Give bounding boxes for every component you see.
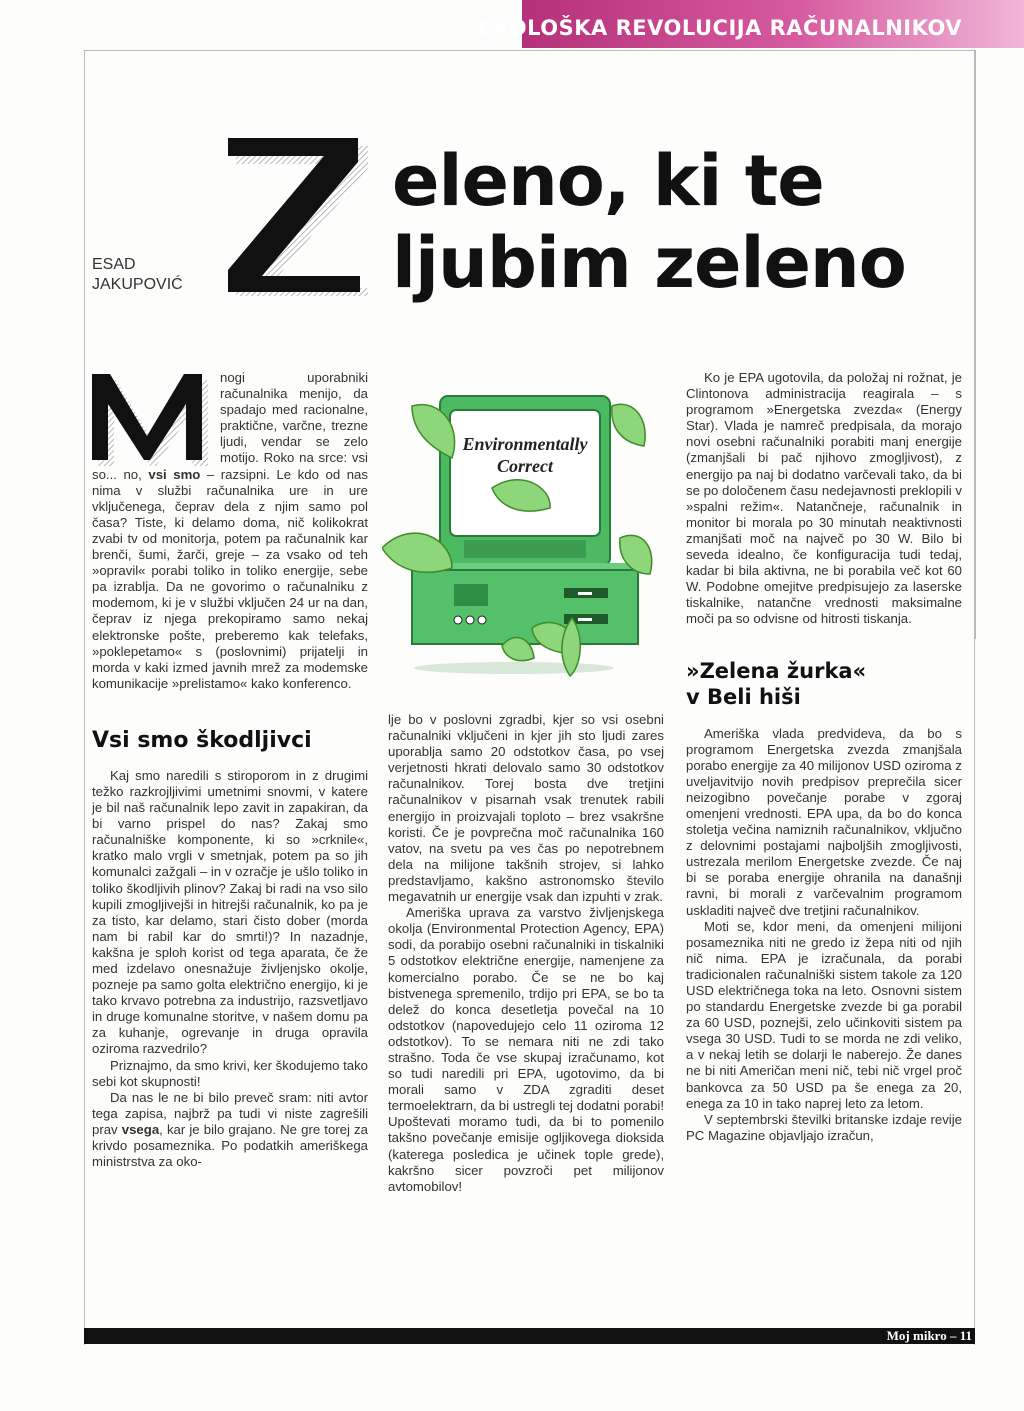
- paragraph: Priznajmo, da smo krivi, ker škodujemo tako sebi kot skupnosti!: [92, 1057, 368, 1089]
- paragraph: Moti se, kdor meni, da omenjeni milijoni posameznika niti ne gredo iz žepa niti od njih nič nima. EPA je izračunala, da porabi tradicionalen računalniški sistem takole za 120 USD električnega toka na leto. Osnovni sistem po standardu Energetske zvezde bi ga porabil za 60 USD, poznejši, zelo učinkoviti sistem pa vsega 30 USD. Tudi to se morda ne zdi veliko, a v nekaj letih se dolarji le naberejo. Že danes ne bi niti Američan meni nič, tebi nič vrgel proč bankovca za 50 USD pa še enega za 20, enega za 10 in tako naprej leto za letom.: [686, 918, 962, 1111]
- paragraph: [92, 1090, 368, 1170]
- column-3: [686, 370, 962, 1144]
- frame-line-right: [974, 50, 975, 1345]
- column-1: [92, 370, 368, 1170]
- paragraph-bold: vsega: [121, 1121, 160, 1137]
- author-last-name: JAKUPOVIĆ: [92, 276, 183, 293]
- paragraph: Ameriška vlada predvideva, da bo s programom Energetska zvezda zmanjšala porabo energije za 40 milijonov USD oziroma z uveljavitvijo novih predpisov preprečila sicer neizogibno povečanje porabe v zgoraj omenjeni vrednosti. EPA upa, da bo do konca stoletja večina namiznih računalnikov, vključno z delovnimi postajami najboljših zmogljivosti, ustrezala merilom Energetske zvezde. Če naj bi se poraba energije ohranila na današnji ravni, bi morali z varčevalnim programom uskladiti največ dve tretjini računalnikov.: [686, 725, 962, 918]
- subheading-line-1: »Zelena žurka«: [686, 658, 867, 683]
- paragraph: V septembrski številki britanske izdaje revije PC Magazine objavljajo izračun,: [686, 1111, 962, 1143]
- illustration-label-2: Correct: [497, 456, 553, 476]
- subheading-vsi-smo: Vsi smo škodljivci: [92, 727, 312, 753]
- lead-paragraph: [92, 370, 368, 692]
- title-line-2: ljubim zeleno: [392, 222, 906, 304]
- lead-bold: vsi smo: [148, 466, 201, 482]
- lead-text-b: – razsipni. Le kdo od nas nima v službi računalnika ure in ure vključenega, čeprav dela z njim samo pol časa? Tiste, ki delamo doma, nič kolikokrat zvabi tv od monitorja, potem pa računalnik kar brenči, šumi, žarči, greje – za vsako od teh »opravil« porabi toliko in toliko energije, sebe pa izrablja. Da ne govorimo o računalniku z modemom, ki je v službi vključen 24 ur na dan, čeprav iz njega prekopiramo samo nekaj elektronske pošte, preberemo kak telefaks, »poklepetamo« s (poslovnimi) prijatelji in morda v kaki izmed javnih mrež za modemske komunikacije »prelistamo« kako konferenco.: [92, 466, 368, 691]
- paragraph: lje bo v poslovni zgradbi, kjer so vsi osebni računalniki vključeni in kjer jih sto ljudi zares uporablja samo 20 odstotkov časa, po vsej verjetnosti hkrati delovalo samo 30 odstotkov računalnikov. Torej bosta dve tretjini računalnikov v pisarnah vsak trenutek rabili energijo in proizvajali toploto – brez vsakršne koristi. Če je povprečna moč računalnika 160 vatov, na svetu pa ves čas po nepotrebnem dela na milijone takšnih strojev, si lahko predstavljamo, kakšno astronomsko število megavatnih ur energije vsak dan izpuhti v zrak.: [388, 712, 664, 905]
- title-initial-z: [228, 138, 368, 296]
- page-footer: Moj mikro – 11: [886, 1328, 972, 1343]
- column-2: [388, 712, 664, 1195]
- paragraph-text-a: Da nas le ne bi bilo preveč sram: niti avtor tega zapisa, najbrž pa tudi vi niste zagrešili prav: [92, 1089, 368, 1137]
- paragraph: Ameriška uprava za varstvo življenjskega okolja (Environmental Protection Agency, EPA) sodi, da porabijo osebni računalniki in tiskalniki 5 odstotkov električne energije, namenjene za komercialno porabo. Če se ne bo kaj bistvenega spremenilo, trdijo pri EPA, se bo ta delež do konca desetletja povečal na 10 odstotkov (napovedujejo celo 11 oziroma 12 odstotkov). To se nemara niti ne zdi tako strašno. Toda če vse skupaj izračunamo, kot so tudi naredili pri EPA, ugotovimo, da bi morali samo v ZDA zgraditi deset termoelektrarn, da bi ustregli tej dodatni porabi! Upoštevati moramo tudi, da bi to pomenilo takšno povečanje emisije ogljikovega dioksida (katerega posledica je učinek tople grede), kakršno sicer povzroči pet milijonov avtomobilov!: [388, 905, 664, 1194]
- author-byline: [92, 255, 183, 295]
- paragraph-text-b: , kar je bilo grajano. Ne gre torej za krivdo posameznika. Po podatkih ameriškega ministrstva za oko-: [92, 1121, 368, 1170]
- dropcap-text: M: [92, 370, 93, 371]
- frame-line-left: [84, 50, 85, 1345]
- paragraph: Ko je EPA ugotovila, da položaj ni rožnat, je Clintonova administracija reagirala – s programom »Energetska zvezda« (Energy Star). Vlada je namreč predpisala, da morajo novi osebni računalniki porabiti manj energije (zmanjšali bi pač njihovo zmogljivost), z energijo pa naj bi dodatno varčevali tako, da bi se po določenem času nedejavnosti preklopili v »spalni režim«. Natančneje, računalnik in monitor bi morala po 30 minutah neaktivnosti zmanjšati moč na največ po 30 W. Bilo bi seveda idealno, če konfiguracija tudi tedaj, kadar bi bila aktivna, ne bi porabila več kot 60 W. Podobne omejitve predpisujejo za laserske tiskalnike, natančne vrednosti maksimalne moči pa so odvisne od hitrosti tiskanja.: [686, 370, 962, 627]
- paragraph: Kaj smo naredili s stiroporom in z drugimi težko razkrojljivimi umetnimi snovmi, v katere je bil naš računalnik lepo zavit in zapakiran, da bi varno prispel do nas? Zakaj smo računalniške komponente, ki so »crknile«, kratko malo vrgli v smetnjak, potem pa so jih komunalci zažgali – in v ozračje je ušlo toliko in toliko škodljivih plinov? Zakaj bi radi na vso silo kupili zmogljivejši in hitrejši računalnik, ko pa je za tisto, kar delamo, stari čisto dober (morda nam bi rabil kar do smrti!)? In nazadnje, kakšna je sploh korist od tega aparata, če že med izdelavo onesnažuje življenjsko okolje, pozneje pa samo golta električno energijo, ki je tako krvavo potrebna za industrijo, razsvetljavo in druge komunalne storitve, v našem domu pa za kuhanje, ogrevanje in druga opravila oziroma razvedrilo?: [92, 767, 368, 1057]
- title-line-1: eleno, ki te: [392, 140, 824, 222]
- subheading-line-2: v Beli hiši: [686, 684, 801, 709]
- illustration-label-1: Environmentally: [462, 434, 588, 454]
- author-first-name: ESAD: [92, 256, 136, 273]
- footer-bar: [84, 1328, 975, 1344]
- subheading-zelena-zurka: [686, 658, 962, 710]
- lead-text-a: nogi uporabniki računalnika menijo, da spadajo med racionalne, praktične, varčne, trezne ljudi, vendar se zelo motijo. Roko na srce: vsi so... no,: [92, 370, 368, 482]
- section-title: EKOLOŠKA REVOLUCIJA RAČUNALNIKOV: [478, 16, 962, 40]
- computer-illustration: [382, 388, 657, 678]
- header-bar: [478, 0, 1024, 48]
